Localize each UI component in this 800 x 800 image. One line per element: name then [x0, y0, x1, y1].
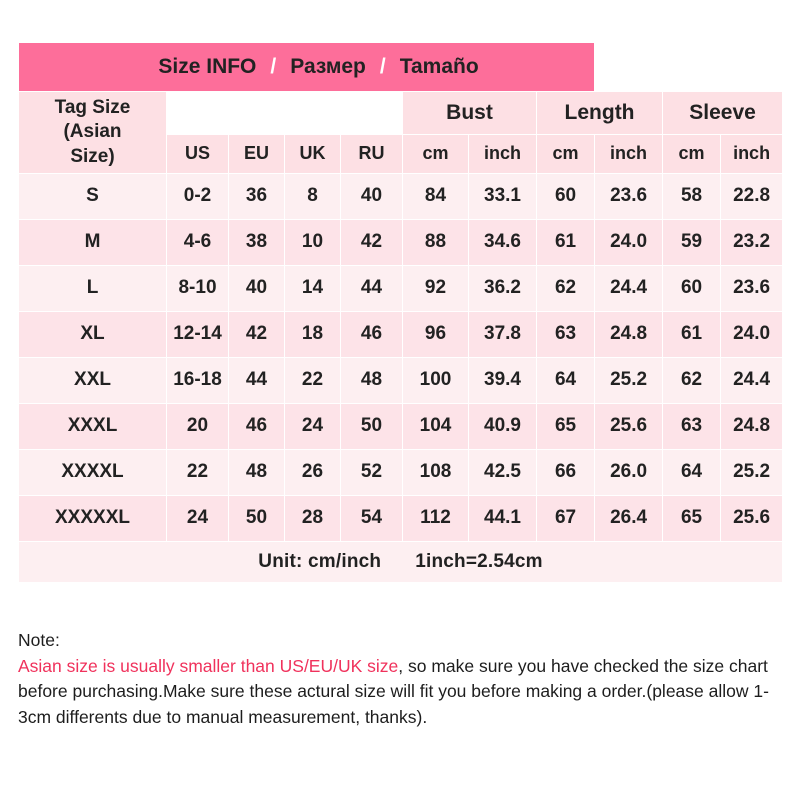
cell-sleeve-inch: 23.2: [721, 219, 783, 265]
note-body: , so make sure you have checked the size chart before purchasing.Make sure these actural size will fit you before making a order.(please allow 1-3cm differents due to manual measurement, thanks).: [18, 655, 769, 727]
cell-length-cm: 64: [537, 357, 595, 403]
cell-uk: 28: [285, 495, 341, 541]
unit-note-unit: Unit: cm/inch: [258, 550, 382, 572]
cell-ru: 50: [341, 403, 403, 449]
cell-eu: 38: [229, 219, 285, 265]
table-row: [19, 311, 783, 357]
cell-length-cm: 65: [537, 403, 595, 449]
cell-tag: XXXXL: [19, 449, 167, 495]
cell-sleeve-cm: 59: [663, 219, 721, 265]
cell-length-inch: 25.6: [595, 403, 663, 449]
cell-length-cm: 62: [537, 265, 595, 311]
cell-us: 0-2: [167, 173, 229, 219]
header-uk: UK: [285, 134, 341, 173]
cell-ru: 42: [341, 219, 403, 265]
header-length-inch: inch: [595, 134, 663, 173]
cell-tag: XXL: [19, 357, 167, 403]
cell-length-inch: 23.6: [595, 173, 663, 219]
cell-bust-inch: 42.5: [469, 449, 537, 495]
cell-bust-inch: 33.1: [469, 173, 537, 219]
table-row: [19, 403, 783, 449]
unit-note: [19, 541, 783, 582]
cell-length-cm: 63: [537, 311, 595, 357]
cell-sleeve-inch: 23.6: [721, 265, 783, 311]
banner-sep-2: /: [379, 55, 386, 78]
header-group-length: Length: [537, 92, 663, 135]
cell-length-inch: 26.4: [595, 495, 663, 541]
cell-bust-cm: 100: [403, 357, 469, 403]
cell-uk: 8: [285, 173, 341, 219]
banner-sep-1: /: [270, 55, 277, 78]
cell-ru: 46: [341, 311, 403, 357]
cell-ru: 48: [341, 357, 403, 403]
cell-ru: 40: [341, 173, 403, 219]
cell-bust-cm: 96: [403, 311, 469, 357]
cell-uk: 26: [285, 449, 341, 495]
cell-eu: 50: [229, 495, 285, 541]
note-block: [18, 628, 782, 730]
cell-bust-inch: 36.2: [469, 265, 537, 311]
size-chart-container: [18, 42, 782, 583]
cell-tag: XXXL: [19, 403, 167, 449]
cell-length-inch: 24.8: [595, 311, 663, 357]
cell-sleeve-inch: 25.2: [721, 449, 783, 495]
cell-uk: 24: [285, 403, 341, 449]
unit-note-conversion: 1inch=2.54cm: [415, 550, 543, 572]
cell-sleeve-inch: 25.6: [721, 495, 783, 541]
cell-ru: 52: [341, 449, 403, 495]
cell-bust-cm: 108: [403, 449, 469, 495]
cell-bust-inch: 44.1: [469, 495, 537, 541]
header-group-sleeve: Sleeve: [663, 92, 783, 135]
header-tag-size-line2: (Asian: [63, 121, 122, 143]
cell-tag: L: [19, 265, 167, 311]
note-title: Note:: [18, 630, 60, 650]
table-row: [19, 357, 783, 403]
cell-bust-inch: 34.6: [469, 219, 537, 265]
cell-bust-cm: 88: [403, 219, 469, 265]
cell-sleeve-cm: 61: [663, 311, 721, 357]
header-length-cm: cm: [537, 134, 595, 173]
cell-tag: S: [19, 173, 167, 219]
cell-sleeve-cm: 60: [663, 265, 721, 311]
cell-bust-cm: 92: [403, 265, 469, 311]
banner-blank: [595, 43, 783, 92]
cell-tag: M: [19, 219, 167, 265]
header-eu: EU: [229, 134, 285, 173]
cell-ru: 44: [341, 265, 403, 311]
table-row: [19, 219, 783, 265]
cell-us: 20: [167, 403, 229, 449]
cell-eu: 40: [229, 265, 285, 311]
header-bust-cm: cm: [403, 134, 469, 173]
cell-eu: 36: [229, 173, 285, 219]
cell-uk: 10: [285, 219, 341, 265]
cell-eu: 48: [229, 449, 285, 495]
cell-length-cm: 66: [537, 449, 595, 495]
cell-sleeve-inch: 24.4: [721, 357, 783, 403]
cell-us: 12-14: [167, 311, 229, 357]
banner-title-es: Tamaño: [399, 55, 479, 78]
cell-sleeve-cm: 63: [663, 403, 721, 449]
cell-length-inch: 25.2: [595, 357, 663, 403]
cell-eu: 44: [229, 357, 285, 403]
header-us: US: [167, 134, 229, 173]
cell-bust-cm: 84: [403, 173, 469, 219]
cell-bust-inch: 40.9: [469, 403, 537, 449]
table-row: [19, 265, 783, 311]
cell-sleeve-inch: 24.8: [721, 403, 783, 449]
cell-uk: 14: [285, 265, 341, 311]
cell-sleeve-cm: 64: [663, 449, 721, 495]
unit-row: [19, 541, 783, 582]
banner-row: [19, 43, 783, 92]
header-sleeve-inch: inch: [721, 134, 783, 173]
cell-length-inch: 24.0: [595, 219, 663, 265]
header-group-bust: Bust: [403, 92, 537, 135]
header-sleeve-cm: cm: [663, 134, 721, 173]
cell-sleeve-inch: 22.8: [721, 173, 783, 219]
cell-ru: 54: [341, 495, 403, 541]
cell-length-cm: 67: [537, 495, 595, 541]
cell-us: 4-6: [167, 219, 229, 265]
cell-bust-inch: 39.4: [469, 357, 537, 403]
header-ru: RU: [341, 134, 403, 173]
cell-us: 24: [167, 495, 229, 541]
cell-bust-cm: 112: [403, 495, 469, 541]
cell-length-inch: 24.4: [595, 265, 663, 311]
banner-title: [19, 43, 595, 92]
cell-eu: 46: [229, 403, 285, 449]
cell-sleeve-cm: 65: [663, 495, 721, 541]
table-row: [19, 173, 783, 219]
cell-us: 8-10: [167, 265, 229, 311]
cell-us: 22: [167, 449, 229, 495]
table-row: [19, 495, 783, 541]
header-tag-size-line3: Size): [70, 145, 115, 167]
header-tag-size-line1: Tag Size: [54, 97, 131, 118]
cell-length-cm: 60: [537, 173, 595, 219]
cell-length-inch: 26.0: [595, 449, 663, 495]
note-warning-red: Asian size is usually smaller than US/EU/UK size: [18, 655, 399, 676]
header-tag-size: [19, 92, 167, 174]
cell-sleeve-cm: 62: [663, 357, 721, 403]
cell-bust-cm: 104: [403, 403, 469, 449]
table-header-group-row: [19, 92, 783, 135]
cell-us: 16-18: [167, 357, 229, 403]
banner-title-ru: Размер: [290, 55, 366, 78]
cell-length-cm: 61: [537, 219, 595, 265]
cell-bust-inch: 37.8: [469, 311, 537, 357]
size-table: [18, 42, 783, 583]
cell-uk: 18: [285, 311, 341, 357]
cell-eu: 42: [229, 311, 285, 357]
cell-sleeve-cm: 58: [663, 173, 721, 219]
header-bust-inch: inch: [469, 134, 537, 173]
banner-title-en: Size INFO: [158, 55, 257, 78]
cell-tag: XXXXXL: [19, 495, 167, 541]
header-region-blank: [167, 92, 403, 135]
cell-uk: 22: [285, 357, 341, 403]
cell-tag: XL: [19, 311, 167, 357]
cell-sleeve-inch: 24.0: [721, 311, 783, 357]
table-row: [19, 449, 783, 495]
